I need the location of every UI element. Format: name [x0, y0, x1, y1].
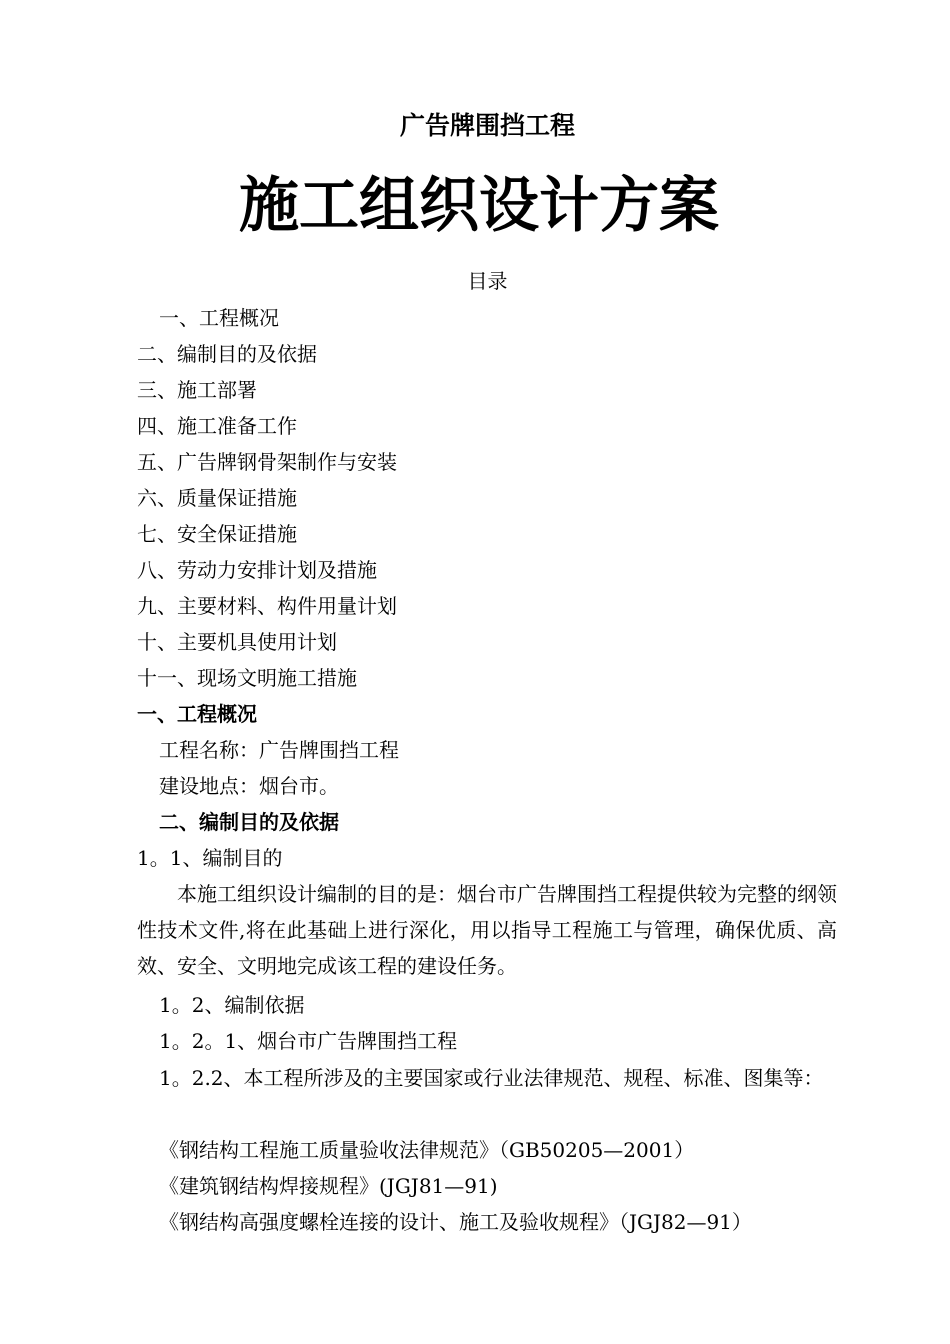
project-name: 工程名称：广告牌围挡工程 — [159, 738, 399, 762]
toc-item: 十、主要机具使用计划 — [137, 630, 337, 654]
standard-item: 《钢结构工程施工质量验收法律规范》（GB50205—2001） — [159, 1138, 695, 1162]
toc-heading: 目录 — [467, 269, 508, 293]
document-subtitle: 广告牌围挡工程 — [399, 111, 575, 140]
toc-item: 十一、现场文明施工措施 — [137, 666, 357, 690]
toc-item: 一、工程概况 — [159, 306, 279, 330]
project-location: 建设地点：烟台市。 — [159, 774, 339, 798]
standard-item: 《钢结构高强度螺栓连接的设计、施工及验收规程》（JGJ82—91） — [159, 1210, 752, 1234]
section-heading-overview: 一、工程概况 — [137, 702, 257, 726]
toc-item: 七、安全保证措施 — [137, 522, 297, 546]
standard-item: 《建筑钢结构焊接规程》(JGJ81—91) — [159, 1174, 498, 1198]
toc-item: 五、广告牌钢骨架制作与安装 — [137, 450, 397, 474]
section-heading-purpose: 二、编制目的及依据 — [159, 810, 339, 834]
toc-item: 三、施工部署 — [137, 378, 257, 402]
toc-item: 九、主要材料、构件用量计划 — [137, 594, 397, 618]
subsection-heading: 1。2、编制依据 — [159, 993, 305, 1017]
toc-item: 四、施工准备工作 — [137, 414, 297, 438]
toc-item: 八、劳动力安排计划及措施 — [137, 558, 377, 582]
basis-item: 1。2。1、烟台市广告牌围挡工程 — [159, 1029, 458, 1053]
document-title: 施工组织设计方案 — [239, 171, 719, 241]
purpose-paragraph: 本施工组织设计编制的目的是：烟台市广告牌围挡工程提供较为完整的纲领性技术文件,将在此基础上进行深化，用以指导工程施工与管理，确保优质、高效、安全、文明地完成该工程的建设任务。 — [137, 882, 837, 978]
subsection-heading: 1。1、编制目的 — [137, 846, 283, 870]
toc-item: 二、编制目的及依据 — [137, 342, 317, 366]
basis-item: 1。2.2、本工程所涉及的主要国家或行业法律规范、规程、标准、图集等： — [159, 1066, 824, 1090]
toc-item: 六、质量保证措施 — [137, 486, 297, 510]
